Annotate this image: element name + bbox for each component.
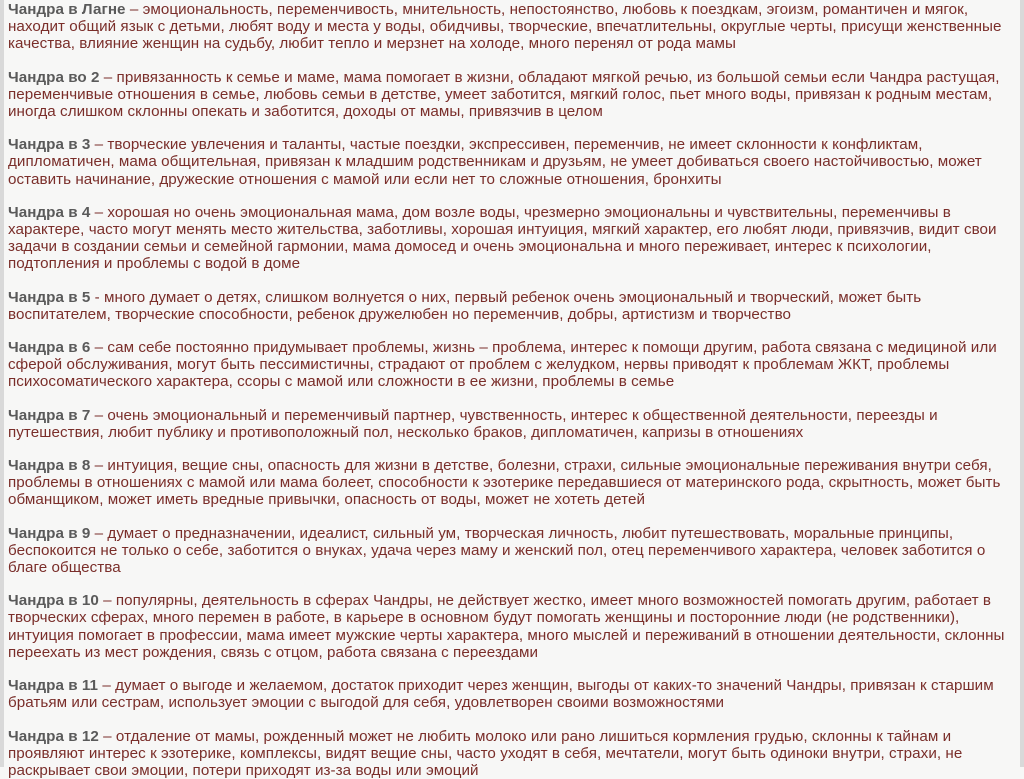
entry-text: – хорошая но очень эмоциональная мама, дом возле воды, чрезмерно эмоциональны и чувствительны, переменчивы в характере, часто могут менять место жительства, заботливы, хорошая интуиция, мягкий характер, его любят люди, привязчив, видит свои задачи в создании семьи и семейной гармонии, мама домосед и очень эмоциональна и много переживает, интерес к психологии, подтопления и проблемы с водой в доме bbox=[8, 204, 997, 273]
entry-heading: Чандра в 5 bbox=[8, 289, 90, 306]
entry-house-10 bbox=[8, 592, 1012, 661]
entry-house-5 bbox=[8, 289, 1012, 323]
entry-house-7 bbox=[8, 407, 1012, 441]
entry-house-12 bbox=[8, 728, 1012, 779]
entry-text: – сам себе постоянно придумывает проблемы, жизнь – проблема, интерес к помощи другим, работа связана с медициной или сферой обслуживания, могут быть пессимистичны, страдают от проблем с желудком, нервы приводят к проблемам ЖКТ, проблемы психосоматического характера, ссоры с мамой или сложности в ее жизни, проблемы в семье bbox=[8, 339, 997, 390]
entry-house-4 bbox=[8, 204, 1012, 273]
slide-content bbox=[8, 1, 1012, 765]
entry-heading: Чандра в 8 bbox=[8, 457, 90, 474]
entry-house-6 bbox=[8, 339, 1012, 391]
entry-text: – творческие увлечения и таланты, частые поездки, экспрессивен, переменчив, не имеет склонности к конфликтам, дипломатичен, мама общительная, привязан к младшим родственникам и друзьям, не умеет добиваться своего настойчивостью, может оставить начинание, дружеские отношения с мамой или если нет то сложные отношения, бронхиты bbox=[8, 136, 982, 187]
entry-heading: Чандра во 2 bbox=[8, 69, 100, 86]
entry-heading: Чандра в 11 bbox=[8, 677, 98, 694]
entry-heading: Чандра в 9 bbox=[8, 525, 90, 542]
entry-house-3 bbox=[8, 136, 1012, 188]
entry-heading: Чандра в Лагне bbox=[8, 1, 126, 18]
entry-text: – очень эмоциональный и переменчивый партнер, чувственность, интерес к общественной деятельности, переезды и путешествия, любит публику и противоположный пол, несколько браков, дипломатичен, капризы в отношениях bbox=[8, 407, 938, 441]
entry-text: - много думает о детях, слишком волнуется о них, первый ребенок очень эмоциональный и творческий, может быть воспитателем, творческие способности, ребенок дружелюбен но переменчив, добры, артистизм и творчество bbox=[8, 289, 921, 323]
entry-house-8 bbox=[8, 457, 1012, 509]
entry-text: – популярны, деятельность в сферах Чандры, не действует жестко, имеет много возможностей помогать другим, работает в творческих сферах, много перемен в работе, в карьере в основном будут помогать женщины и посторонние люди (не родственники), интуиция помогает в профессии, мама имеет мужские черты характера, много мыслей и переживаний в отношении деятельности, склонны переехать из мест рождения, связь с отцом, работа связана с переездами bbox=[8, 592, 1005, 661]
entry-house-11 bbox=[8, 677, 1012, 711]
entry-heading: Чандра в 12 bbox=[8, 728, 99, 745]
entry-text: – привязанность к семье и маме, мама помогает в жизни, обладают мягкой речью, из большой семьи если Чандра растущая, переменчивые отношения в семье, любовь семьи в детстве, умеет заботится, мягкий голос, пьет много воды, привязан к родным местам, иногда слишком склонны опекать и заботится, доходы от мамы, привязчив в целом bbox=[8, 69, 1000, 120]
right-edge-shade bbox=[1020, 0, 1024, 767]
entry-text: – думает о предназначении, идеалист, сильный ум, творческая личность, любит путешествовать, моральные принципы, беспокоится не только о себе, заботится о внуках, удача через маму и женский пол, отец переменчивого характера, человек заботится о благе общества bbox=[8, 525, 985, 576]
entry-heading: Чандра в 6 bbox=[8, 339, 90, 356]
entry-heading: Чандра в 3 bbox=[8, 136, 90, 153]
entry-house-2 bbox=[8, 69, 1012, 121]
entry-lagna bbox=[8, 1, 1012, 53]
entry-heading: Чандра в 4 bbox=[8, 204, 90, 221]
entry-text: – думает о выгоде и желаемом, достаток приходит через женщин, выгоды от каких-то значений Чандры, привязан к старшим братьям или сестрам, использует эмоции с выгодой для себя, удовлетворен своими возможностями bbox=[8, 677, 994, 711]
left-edge-shade bbox=[0, 0, 4, 767]
entry-house-9 bbox=[8, 525, 1012, 577]
entry-heading: Чандра в 7 bbox=[8, 407, 90, 424]
entry-text: – эмоциональность, переменчивость, мнительность, непостоянство, любовь к поездкам, эгоизм, романтичен и мягок, находит общий язык с детьми, любят воду и места у воды, обидчивы, творческие, впечатлительны, округлые черты, присущи женственные качества, влияние женщин на судьбу, любит тепло и мерзнет на холоде, много перенял от рода мамы bbox=[8, 1, 1001, 52]
entry-heading: Чандра в 10 bbox=[8, 592, 99, 609]
entry-text: – отдаление от мамы, рожденный может не любить молоко или рано лишиться кормления грудью, склонны к тайнам и проявляют интерес к эзотерике, комплексы, видят вещие сны, часто уходят в себя, мечтатели, могут быть одиноки внутри, страхи, не раскрывает свои эмоции, потери приходят из-за воды или эмоций bbox=[8, 728, 962, 779]
entry-text: – интуиция, вещие сны, опасность для жизни в детстве, болезни, страхи, сильные эмоциональные переживания внутри себя, проблемы в отношениях с мамой или мама болеет, способности к эзотерике передавшиеся от материнского рода, скрытность, может быть обманщиком, может иметь вредные привычки, опасность от воды, может не хотеть детей bbox=[8, 457, 1000, 508]
